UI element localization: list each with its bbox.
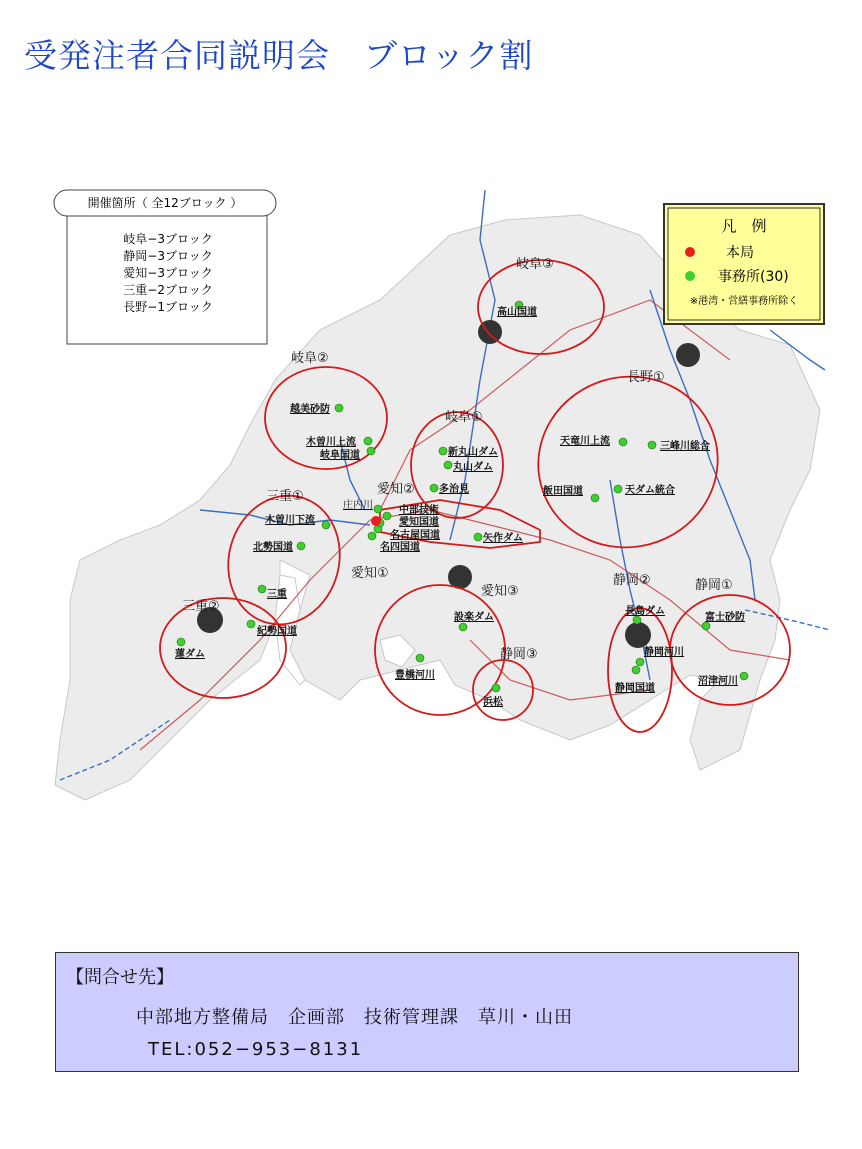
headquarters-dot-icon [685, 247, 695, 257]
block-label: 三重② [182, 599, 220, 614]
contact-heading: 【問合せ先】 [66, 967, 174, 988]
office-label: 飯田国道 [543, 486, 583, 497]
info-line: 三重−2ブロック [123, 283, 213, 297]
office-label: 庄内川 [343, 500, 373, 511]
office-label: 豊橋河川 [395, 670, 435, 681]
office-label: 静岡国道 [615, 683, 655, 694]
page-title: 受発注者合同説明会 ブロック割 [24, 36, 534, 75]
legend-label: 本局 [726, 245, 754, 261]
contact-phone: TEL:052−953−8131 [148, 1039, 364, 1060]
office-label: 三重 [267, 589, 287, 600]
info-box-header: 開催箇所（ 全12ブロック ） [87, 196, 243, 210]
office-label: 多治見 [439, 484, 469, 495]
block-label: 岐阜① [445, 410, 483, 425]
office-label: 岐阜国道 [320, 450, 360, 461]
office-label: 蓮ダム [175, 649, 205, 660]
block-label: 静岡① [695, 578, 733, 593]
info-line: 岐阜−3ブロック [123, 232, 213, 246]
block-label: 静岡② [613, 573, 651, 588]
office-label: 浜松 [483, 697, 503, 708]
legend-title: 凡 例 [721, 217, 767, 235]
office-label: 紀勢国道 [257, 626, 297, 637]
office-label: 名四国道 [380, 542, 420, 553]
contact-department: 中部地方整備局 企画部 技術管理課 草川・山田 [136, 1007, 573, 1028]
office-label: 天竜川上流 [560, 436, 610, 447]
info-line: 愛知−3ブロック [123, 266, 213, 280]
legend-label: 事務所(30) [718, 269, 789, 285]
office-label: 高山国道 [497, 307, 537, 318]
office-label: 北勢国道 [253, 542, 293, 553]
office-label: 富士砂防 [705, 612, 745, 623]
office-label: 矢作ダム [483, 533, 523, 544]
office-label: 中部技術 [399, 505, 439, 516]
contact-box [55, 952, 799, 1072]
info-line: 長野−1ブロック [123, 300, 213, 314]
office-label: 設楽ダム [454, 612, 494, 623]
block-label: 長野① [627, 370, 665, 385]
block-label: 愛知③ [481, 584, 519, 599]
legend [664, 204, 824, 324]
legend-note: ※港湾・営繕事務所除く [689, 296, 799, 307]
block-label: 愛知② [377, 482, 415, 497]
block-label: 三重① [266, 489, 304, 504]
office-label: 新丸山ダム [448, 447, 498, 458]
block-map [50, 180, 830, 810]
office-label: 三峰川総合 [660, 441, 710, 452]
office-label: 名古屋国道 [390, 530, 440, 541]
block-label: 岐阜③ [516, 257, 554, 272]
office-dot-icon [685, 271, 695, 281]
office-label: 長島ダム [625, 606, 665, 617]
info-box [54, 190, 276, 344]
office-label: 天ダム統合 [625, 485, 675, 496]
office-label: 沼津河川 [698, 676, 738, 687]
office-label: 越美砂防 [290, 404, 330, 415]
block-label: 静岡③ [500, 647, 538, 662]
info-line: 静岡−3ブロック [123, 249, 213, 263]
office-label: 木曽川下流 [265, 515, 315, 526]
block-label: 愛知① [351, 566, 389, 581]
office-label: 愛知国道 [399, 517, 439, 528]
headquarters-marker [371, 516, 381, 526]
office-label: 丸山ダム [453, 462, 493, 473]
office-label: 静岡河川 [644, 647, 684, 658]
office-label: 木曽川上流 [306, 437, 356, 448]
block-label: 岐阜② [291, 351, 329, 366]
